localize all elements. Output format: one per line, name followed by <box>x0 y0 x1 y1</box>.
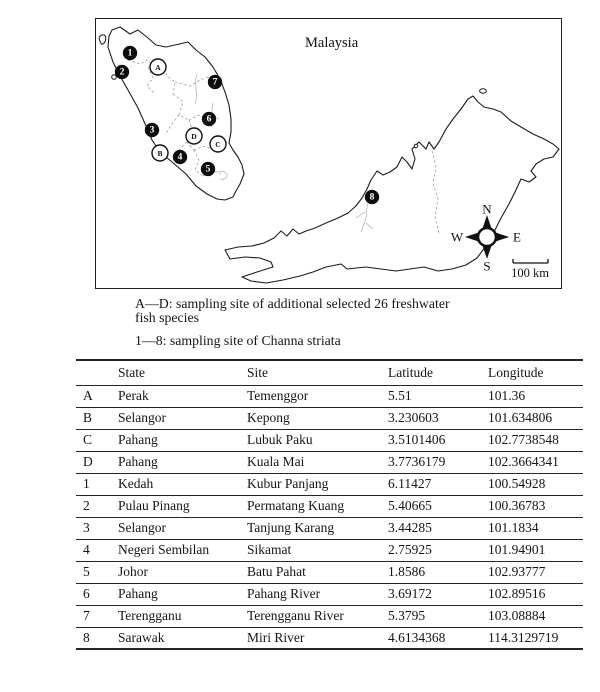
map-marker-D <box>186 128 202 144</box>
marker-label: 2 <box>119 67 125 78</box>
latitude-cell: 6.11427 <box>388 473 488 495</box>
caption-channa-striata-sites: 1—8: sampling site of Channa striata <box>135 333 341 349</box>
site-cell: Miri River <box>247 629 305 645</box>
state-cell: Terengganu <box>118 605 247 627</box>
table-row <box>76 561 583 583</box>
borneo-outline <box>225 96 559 283</box>
site-cell: Tanjung Karang <box>247 517 388 539</box>
row-label: 4 <box>76 539 118 561</box>
header-id <box>76 360 118 385</box>
longitude-cell: 102.3664341 <box>488 451 583 473</box>
malaysia-map <box>95 18 562 289</box>
compass-label-west: W <box>450 229 464 245</box>
coastal-islet <box>414 144 418 148</box>
state-cell: Johor <box>118 561 247 583</box>
scale-bar-line <box>513 259 548 263</box>
row-label: 7 <box>76 605 118 627</box>
marker-label: A <box>155 63 161 72</box>
longitude-cell: 103.08884 <box>488 605 583 627</box>
row-label: 3 <box>76 517 118 539</box>
map-marker-B <box>152 145 168 161</box>
longitude-cell: 102.89516 <box>488 583 583 605</box>
map-marker-2 <box>115 65 129 79</box>
table-row <box>76 517 583 539</box>
header-latitude: Latitude <box>388 360 488 385</box>
table-header-row <box>76 360 583 385</box>
longitude-cell: 101.1834 <box>488 517 583 539</box>
header-longitude: Longitude <box>488 360 583 385</box>
table-row <box>76 451 583 473</box>
map-marker-5 <box>201 162 215 176</box>
compass-ring <box>478 228 496 246</box>
state-cell: Perak <box>118 385 247 407</box>
latitude-cell: 3.5101406 <box>388 429 488 451</box>
header-site: Site <box>247 360 388 385</box>
marker-label: 7 <box>212 77 218 88</box>
sampling-site-markers <box>115 46 379 204</box>
site-cell: Kuala Mai <box>247 451 388 473</box>
site-cell: Kubur Panjang <box>247 473 388 495</box>
map-marker-4 <box>173 150 187 164</box>
latitude-cell: 1.8586 <box>388 561 488 583</box>
longitude-cell: 101.634806 <box>488 407 583 429</box>
row-label: B <box>76 407 118 429</box>
table-row <box>76 385 583 407</box>
map-marker-3 <box>145 123 159 137</box>
marker-label: 8 <box>369 192 375 203</box>
marker-label: 6 <box>206 114 212 125</box>
marker-label: 4 <box>177 152 183 163</box>
row-label: C <box>76 429 118 451</box>
row-label: 8 <box>83 629 90 645</box>
compass-label-east: E <box>513 229 521 245</box>
state-cell: Sarawak <box>118 629 165 645</box>
caption-additional-sites-line2: fish species <box>135 309 199 325</box>
latitude-cell: 5.3795 <box>388 605 488 627</box>
caption-additional-sites-line1: A—D: sampling site of additional selected 26 freshwater <box>135 296 450 311</box>
marker-label: 5 <box>205 164 211 175</box>
longitude-cell: 102.93777 <box>488 561 583 583</box>
table-row <box>76 495 583 517</box>
latitude-cell: 3.44285 <box>388 517 488 539</box>
row-label: 5 <box>76 561 118 583</box>
map-marker-A <box>150 59 166 75</box>
latitude-cell: 3.69172 <box>388 583 488 605</box>
langkawi-island <box>99 35 106 44</box>
longitude-cell: 114.3129719 <box>488 629 559 645</box>
site-cell: Permatang Kuang <box>247 495 388 517</box>
site-cell: Temenggor <box>247 385 388 407</box>
marker-label: 3 <box>149 125 155 136</box>
coords-table-body <box>76 385 583 649</box>
sabah-islet <box>480 89 487 93</box>
state-cell: Pahang <box>118 451 247 473</box>
compass-label-north: N <box>482 201 492 217</box>
table-row <box>76 539 583 561</box>
longitude-cell: 100.54928 <box>488 473 583 495</box>
latitude-cell: 5.40665 <box>388 495 488 517</box>
map-marker-7 <box>208 75 222 89</box>
state-cell: Pahang <box>118 429 247 451</box>
state-cell: Kedah <box>118 473 247 495</box>
longitude-cell: 102.7738548 <box>488 429 583 451</box>
latitude-cell: 3.7736179 <box>388 451 488 473</box>
longitude-cell: 100.36783 <box>488 495 583 517</box>
state-cell: Pahang <box>118 583 247 605</box>
row-label: 6 <box>76 583 118 605</box>
table-row <box>76 583 583 605</box>
coordinates-table <box>76 359 583 650</box>
site-cell: Lubuk Paku <box>247 429 388 451</box>
latitude-cell: 4.6134368 <box>388 629 446 645</box>
longitude-cell: 101.36 <box>488 385 583 407</box>
marker-label: 1 <box>127 48 133 59</box>
site-cell: Sikamat <box>247 539 388 561</box>
map-marker-8 <box>365 190 379 204</box>
marker-label: B <box>157 149 163 158</box>
state-cell: Selangor <box>118 517 247 539</box>
map-marker-1 <box>123 46 137 60</box>
site-cell: Kepong <box>247 407 388 429</box>
row-label: 2 <box>76 495 118 517</box>
header-state: State <box>118 360 247 385</box>
map-marker-6 <box>202 112 216 126</box>
map-canvas <box>96 19 561 288</box>
state-cell: Selangor <box>118 407 247 429</box>
scale-label: 100 km <box>511 266 549 280</box>
state-cell: Pulau Pinang <box>118 495 247 517</box>
row-label: 1 <box>76 473 118 495</box>
map-title: Malaysia <box>305 35 359 51</box>
table-row <box>76 407 583 429</box>
latitude-cell: 2.75925 <box>388 539 488 561</box>
marker-label: D <box>191 132 197 141</box>
table-row <box>76 605 583 627</box>
site-cell: Terengganu River <box>247 605 388 627</box>
longitude-cell: 101.94901 <box>488 539 583 561</box>
table-row <box>76 627 583 649</box>
latitude-cell: 5.51 <box>388 385 488 407</box>
map-marker-C <box>210 136 226 152</box>
state-cell: Negeri Sembilan <box>118 539 247 561</box>
scale-bar <box>511 259 549 280</box>
latitude-cell: 3.230603 <box>388 407 488 429</box>
row-label: D <box>76 451 118 473</box>
table-row <box>76 473 583 495</box>
site-cell: Batu Pahat <box>247 561 388 583</box>
site-cell: Pahang River <box>247 583 388 605</box>
table-row <box>76 429 583 451</box>
figure-captions <box>135 297 545 348</box>
marker-label: C <box>215 140 221 149</box>
row-label: A <box>76 385 118 407</box>
compass-label-south: S <box>483 258 491 274</box>
